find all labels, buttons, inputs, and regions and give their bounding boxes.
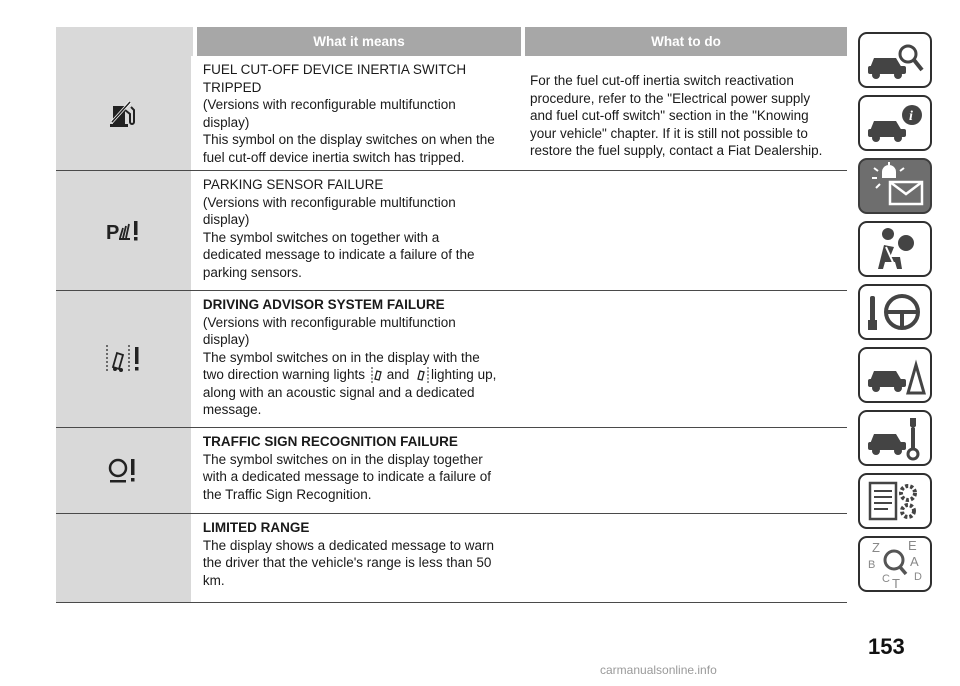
- text-line: with a dedicated message to indicate a failure of: [202, 469, 492, 484]
- meaning-cell: [191, 514, 518, 602]
- text-line: (Versions with reconfigurable multifunction: [202, 314, 456, 330]
- text-line: message.: [202, 402, 262, 417]
- text-line: and fuel cut-off switch" section in the "Knowing: [529, 108, 809, 123]
- text-line: TRIPPED: [202, 79, 262, 95]
- todo-cell: [518, 56, 847, 170]
- index-letter: C: [882, 573, 890, 585]
- lane-left-icon: [371, 367, 385, 383]
- table-row: [56, 291, 847, 428]
- row-title: LIMITED RANGE: [202, 520, 310, 535]
- index-letter: D: [914, 571, 922, 583]
- svg-text:P: P: [106, 221, 120, 244]
- text-line: dedicated message to indicate a failure of the: [202, 247, 475, 262]
- table-row: [56, 56, 847, 171]
- table-row: [56, 514, 847, 603]
- text-line: km.: [202, 572, 225, 588]
- car-info-icon: [864, 101, 926, 145]
- svg-text:i: i: [909, 109, 913, 124]
- warning-lights-icon: [864, 162, 926, 210]
- car-breakdown-icon: [864, 351, 926, 399]
- text-line: The symbol switches on in the display with the: [202, 349, 480, 365]
- text-line: parking sensors.: [202, 264, 302, 280]
- symbol-cell: [56, 291, 191, 427]
- text-line: The display shows a dedicated message to warn: [202, 537, 495, 553]
- symbol-cell: [56, 428, 191, 513]
- footer-watermark[interactable]: carmanualsonline.info: [600, 663, 717, 677]
- text-line: display): [202, 212, 250, 227]
- index-letter: Z: [872, 540, 880, 555]
- car-search-icon: [864, 38, 926, 82]
- text-line: restore the fuel supply, contact a Fiat Dealership.: [529, 143, 823, 158]
- text-line: two direction warning lights and lighting up,: [202, 367, 497, 382]
- meaning-cell: [191, 171, 518, 290]
- todo-cell: [518, 428, 847, 513]
- symbol-cell: [56, 56, 191, 170]
- symbol-cell: [56, 514, 191, 602]
- driving-advisor-failure-icon: [105, 343, 141, 375]
- tab-steering[interactable]: [858, 284, 932, 340]
- tab-warning-lights[interactable]: [858, 158, 932, 214]
- index-letter: T: [892, 576, 900, 590]
- text-line: along with an acoustic signal and a dedicated: [202, 384, 475, 400]
- table-row: [56, 171, 847, 291]
- chapter-tabs: [858, 32, 938, 599]
- text-line: The symbol switches on together with a: [202, 229, 440, 245]
- traffic-sign-failure-icon: [108, 457, 138, 485]
- text-line: the driver that the vehicle's range is less than 50: [202, 555, 492, 570]
- text-line: (Versions with reconfigurable multifunction: [202, 194, 456, 210]
- text-line: display): [202, 114, 250, 130]
- tab-car-tools[interactable]: [858, 410, 932, 466]
- text-line: the Traffic Sign Recognition.: [202, 486, 372, 502]
- text-line: For the fuel cut-off inertia switch reactivation: [529, 73, 794, 88]
- todo-cell: [518, 514, 847, 602]
- tab-alphabet-index[interactable]: [858, 536, 932, 592]
- fuel-cutoff-icon: [108, 98, 138, 128]
- text-line: your vehicle" chapter. If it is still not possible to: [529, 125, 808, 141]
- specs-gear-icon: [864, 477, 926, 525]
- alphabet-index-icon: [864, 538, 926, 590]
- header-symbol-cell: [56, 27, 193, 56]
- tab-car-info[interactable]: [858, 95, 932, 151]
- index-letter: B: [868, 559, 876, 571]
- table-row: [56, 428, 847, 514]
- todo-cell: [518, 291, 847, 427]
- text-line: (Versions with reconfigurable multifunction: [202, 97, 456, 112]
- row-title: DRIVING ADVISOR SYSTEM FAILURE: [202, 297, 445, 312]
- steering-wheel-icon: [864, 288, 926, 336]
- text-line: This symbol on the display switches on when the: [202, 132, 495, 147]
- meaning-cell: [191, 428, 518, 513]
- text-line: FUEL CUT-OFF DEVICE INERTIA SWITCH: [202, 62, 467, 77]
- page-number: 153: [868, 634, 905, 659]
- meaning-cell: [191, 291, 518, 427]
- meaning-cell: [191, 56, 518, 170]
- text-line: PARKING SENSOR FAILURE: [202, 177, 384, 192]
- table-header: [56, 27, 847, 56]
- header-what-to-do: What to do: [525, 27, 847, 56]
- row-title: TRAFFIC SIGN RECOGNITION FAILURE: [202, 434, 458, 449]
- text-line: display): [202, 332, 250, 347]
- index-letter: E: [908, 538, 917, 553]
- lane-right-icon: [415, 367, 429, 383]
- airbag-passenger-icon: [864, 225, 926, 273]
- todo-cell: [518, 171, 847, 290]
- parking-sensor-failure-icon: [106, 218, 140, 244]
- symbol-cell: [56, 171, 191, 290]
- text-line: The symbol switches on in the display together: [202, 451, 483, 467]
- car-tools-icon: [864, 414, 926, 462]
- header-what-it-means: What it means: [197, 27, 521, 56]
- index-letter: A: [910, 554, 919, 569]
- tab-car-search[interactable]: [858, 32, 932, 88]
- warning-table: [56, 27, 847, 603]
- text-line: fuel cut-off device inertia switch has tripped.: [202, 149, 465, 165]
- text-line: procedure, refer to the "Electrical power supply: [529, 90, 811, 106]
- tab-specs[interactable]: [858, 473, 932, 529]
- tab-airbag[interactable]: [858, 221, 932, 277]
- tab-breakdown[interactable]: [858, 347, 932, 403]
